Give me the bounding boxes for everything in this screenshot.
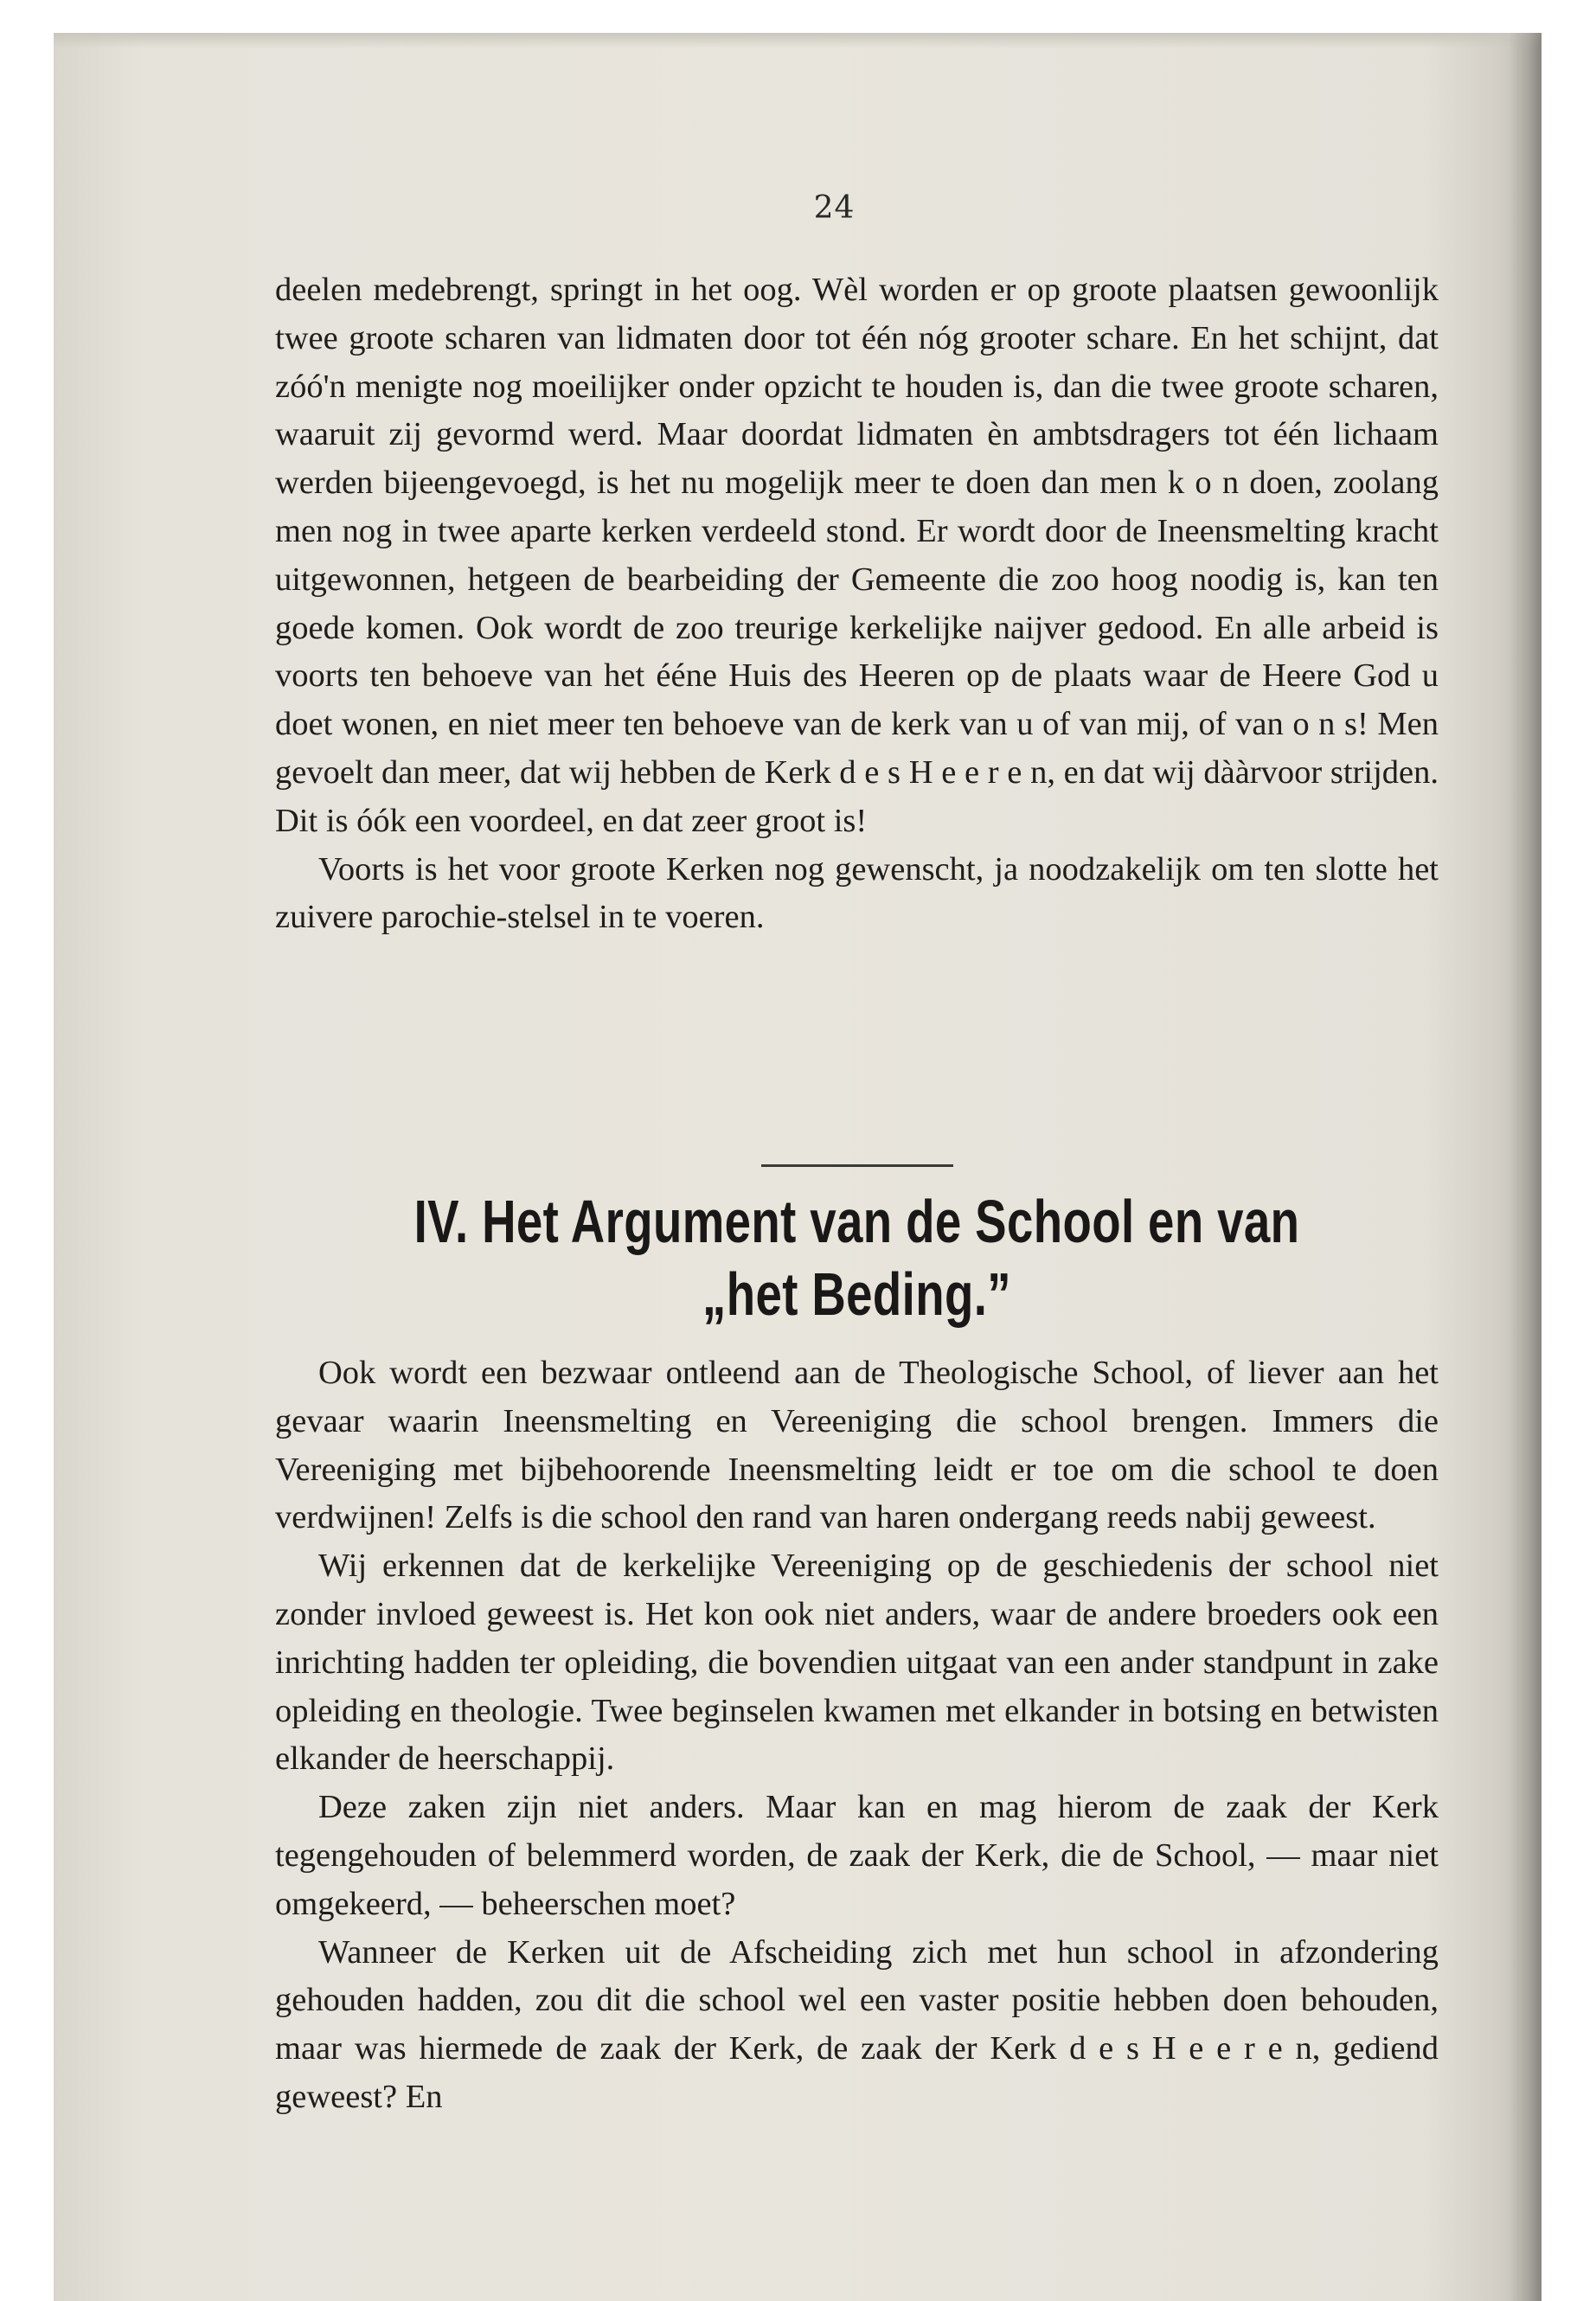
- paragraph: Wij erkennen dat de kerkelijke Vereeniging op de geschiedenis der school niet zonder invloed geweest is. Het kon ook niet anders, waar de andere broeders ook een inrichting hadden ter opleiding, die bovendien uitgaat van een ander standpunt in zake opleiding en theologie. Twee beginselen kwamen met elkander in botsing en betwisten elkander de heerschappij.: [275, 1548, 1439, 1778]
- text-block-top: [275, 266, 1439, 942]
- section-heading: [403, 1185, 1311, 1330]
- section-heading-line-2: „het Beding.”: [702, 1260, 1011, 1328]
- paragraph: Wanneer de Kerken uit de Afscheiding zich met hun school in afzondering gehouden hadden, zou dit die school wel een vaster positie hebben doen behouden, maar was hiermede de zaak der Kerk, de zaak der Kerk d e s H e e r e n, gediend geweest? En: [275, 1933, 1439, 2115]
- page-number: 24: [813, 190, 856, 226]
- scan-top-edge: [54, 33, 1542, 48]
- paragraph: Ook wordt een bezwaar ontleend aan de Theologische School, of liever aan het gevaar waarin Ineensmelting en Vereeniging die school brengen. Immers die Vereeniging met bijbehoorende Ineensmelting leidt er toe om die school te doen verdwijnen! Zelfs is die school den rand van haren ondergang reeds nabij geweest.: [275, 1355, 1439, 1536]
- section-divider: [761, 1164, 953, 1167]
- paragraph: Deze zaken zijn niet anders. Maar kan en mag hierom de zaak der Kerk tegengehouden of belemmerd worden, de zaak der Kerk, die de School, — maar niet omgekeerd, — beheerschen moet?: [275, 1789, 1439, 1922]
- paragraph: Voorts is het voor groote Kerken nog gewenscht, ja noodzakelijk om ten slotte het zuivere parochie-stelsel in te voeren.: [275, 850, 1439, 936]
- scan-spine-shadow: [1509, 33, 1542, 2301]
- section-heading-line-1: IV. Het Argument van de School en van: [413, 1188, 1300, 1255]
- text-block-bottom: [275, 1349, 1439, 2122]
- paragraph: deelen medebrengt, springt in het oog. Wèl worden er op groote plaatsen gewoonlijk twee groote scharen van lidmaten door tot één nóg grooter schare. En het schijnt, dat zóó'n menigte nog moeilijker onder opzicht te houden is, dan die twee groote scharen, waaruit zij gevormd werd. Maar doordat lidmaten èn ambtsdragers tot één lichaam werden bijeengevoegd, is het nu mogelijk meer te doen dan men k o n doen, zoolang men nog in twee aparte kerken verdeeld stond. Er wordt door de Ineensmelting kracht uitgewonnen, hetgeen de bearbeiding der Gemeente die zoo hoog noodig is, kan ten goede komen. Ook wordt de zoo treurige kerkelijke naijver gedood. En alle arbeid is voorts ten behoeve van het ééne Huis des Heeren op de plaats waar de Heere God u doet wonen, en niet meer ten behoeve van de kerk van u of van mij, of van o n s! Men gevoelt dan meer, dat wij hebben de Kerk d e s H e e r e n, en dat wij dààrvoor strijden. Dit is óók een voordeel, en dat zeer groot is!: [275, 272, 1439, 839]
